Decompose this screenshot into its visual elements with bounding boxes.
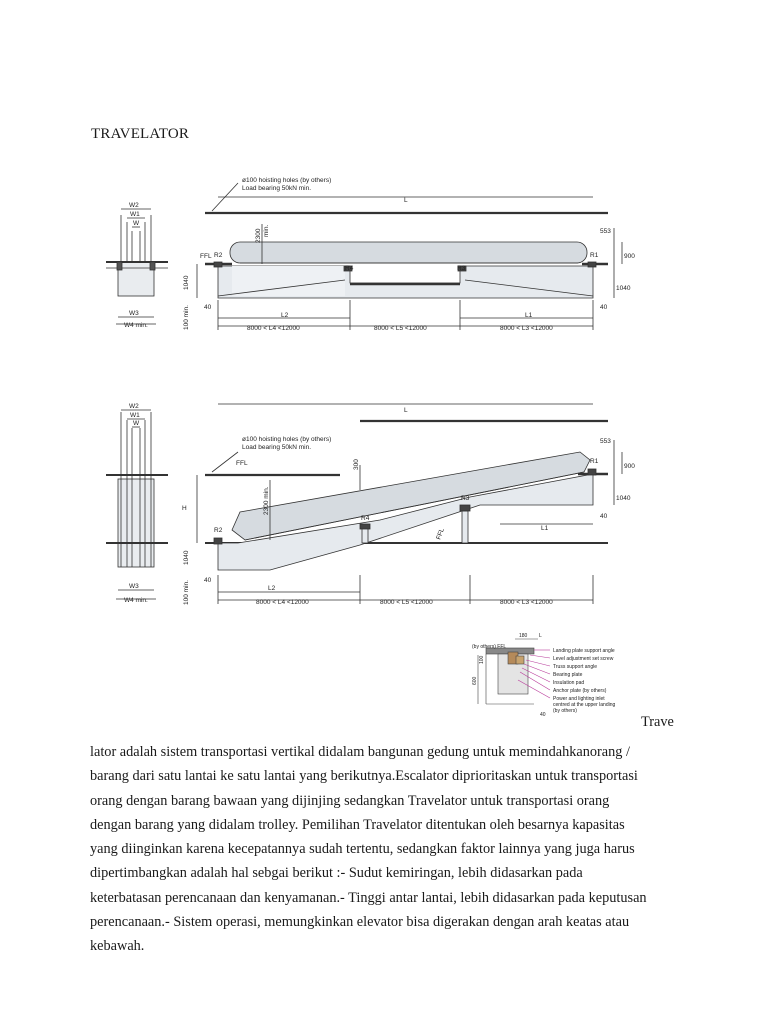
detail-100: 100 (479, 655, 485, 664)
left-100-min: 100 min. (183, 305, 190, 330)
body-lead-word: Trave (641, 714, 674, 730)
detail-note-4: Bearing plate (553, 672, 583, 678)
detail-note-1: Landing plate support angle (553, 648, 615, 654)
segment-l3-2: 8000 < L3 <12000 (500, 599, 553, 606)
segment-l3: 8000 < L3 <12000 (500, 325, 553, 332)
label-ffl: FFL (200, 253, 212, 260)
left-1040: 1040 (183, 275, 190, 290)
body-paragraph (90, 740, 675, 959)
dim-553-2: 553 (600, 438, 611, 445)
segment-l4-2: 8000 < L4 <12000 (256, 599, 309, 606)
label-r3-2: R3 (461, 495, 470, 502)
page-title: TRAVELATOR (91, 126, 190, 142)
left-1040-2: 1040 (183, 550, 190, 565)
detail-note-7: Power and lighting inlet (553, 696, 605, 702)
label-l1-2: L1 (541, 525, 549, 532)
body-line: dipertimbangkan adalah hal sebgai berikut :- Sudut kemiringan, lebih didasarkan pada (90, 865, 583, 882)
label-r3: R3 (457, 265, 466, 272)
detail-note-2: Level adjustment set screw (553, 656, 614, 662)
hoist-note-2: Load bearing 50kN min. (242, 185, 312, 192)
label-w: W (133, 220, 140, 227)
segment-l5-2: 8000 < L5 <12000 (380, 599, 433, 606)
dim-553: 553 (600, 228, 611, 235)
label-w-2: W (133, 420, 140, 427)
label-w2-2: W2 (129, 403, 139, 410)
body-line: orang dengan barang bawaan yang dijinjing sedangkan Travelator untuk transportasi orang (90, 792, 610, 809)
detail-ffl: (by others) FFL (472, 644, 507, 650)
label-r2: R2 (214, 252, 223, 259)
label-ffl-2: FFL (435, 527, 446, 541)
dim-1040-2: 1040 (616, 495, 631, 502)
segment-l4: 8000 < L4 <12000 (247, 325, 300, 332)
detail-note-9: (by others) (553, 708, 577, 714)
label-w1-2: W1 (130, 412, 140, 419)
dim-L: L (404, 197, 408, 204)
label-r2-2: R2 (214, 527, 223, 534)
label-r1: R1 (590, 252, 599, 259)
label-h: H (182, 505, 187, 512)
detail-note-3: Truss support angle (553, 664, 598, 670)
dim-1040: 1040 (616, 285, 631, 292)
detail-180: 180 (519, 633, 528, 639)
label-l2-2: L2 (268, 585, 276, 592)
body-line: barang dari satu lantai ke satu lantai yang berikutnya.Escalator diprioritaskan untuk transportasi (90, 768, 638, 785)
detail-l: L (539, 633, 542, 639)
body-line: keterbatasan perencanaan dan kenyamanan.- Tinggi antar lantai, lebih didasarkan pada keputusan (90, 889, 647, 906)
body-line: dengan barang yang didalam trolley. Pemilihan Travelator ditentukan oleh besarnya kapasitas (90, 816, 625, 833)
dim-300: 300 (353, 459, 360, 470)
dim-min: min. (263, 224, 270, 237)
label-l2: L2 (281, 312, 289, 319)
dim-900-2: 900 (624, 463, 635, 470)
label-w2: W2 (129, 202, 139, 209)
detail-note-8: centred at the upper landing (553, 702, 616, 708)
body-line: lator adalah sistem transportasi vertikal didalam bangunan gedung untuk memindahkanorang / (90, 744, 630, 760)
body-line: kebawah. (90, 938, 145, 955)
segment-l5: 8000 < L5 <12000 (374, 325, 427, 332)
label-ffl-1: FFL (236, 460, 248, 467)
label-w4: W4 min. (124, 322, 148, 329)
body-line: yang diinginkan karena kecepatannya sudah tertentu, sedangkan faktor lainnya yang juga harus (90, 841, 635, 858)
detail-40: 40 (540, 712, 546, 718)
detail-note-6: Anchor plate (by others) (553, 688, 607, 694)
label-w4-2: W4 min. (124, 597, 148, 604)
label-w3: W3 (129, 310, 139, 317)
label-w1: W1 (130, 211, 140, 218)
dim-40a: 40 (204, 304, 212, 311)
hoist-note-1b: ø100 hoisting holes (by others) (242, 436, 332, 443)
detail-note-5: Insulation pad (553, 680, 585, 686)
dim-L-2: L (404, 407, 408, 414)
label-l1: L1 (525, 312, 533, 319)
label-w3-2: W3 (129, 583, 139, 590)
dim-40b-2: 40 (600, 513, 608, 520)
dim-40a-2: 40 (204, 577, 212, 584)
label-r4: R4 (345, 265, 354, 272)
label-r4-2: R4 (361, 515, 370, 522)
hoist-note-2b: Load bearing 50kN min. (242, 444, 312, 451)
hoist-note-1: ø100 hoisting holes (by others) (242, 177, 332, 184)
dim-40b: 40 (600, 304, 608, 311)
dim-900: 900 (624, 253, 635, 260)
left-100-min-2: 100 min. (183, 580, 190, 605)
label-r1-2: R1 (590, 458, 599, 465)
dim-2300: 2300 (255, 228, 262, 243)
body-line: perencanaan.- Sistem operasi, memungkinkan elevator bisa digerakan dengan arah keatas atau (90, 914, 630, 931)
detail-600: 600 (472, 676, 478, 685)
dim-2300-min: 2300 min. (263, 486, 270, 515)
